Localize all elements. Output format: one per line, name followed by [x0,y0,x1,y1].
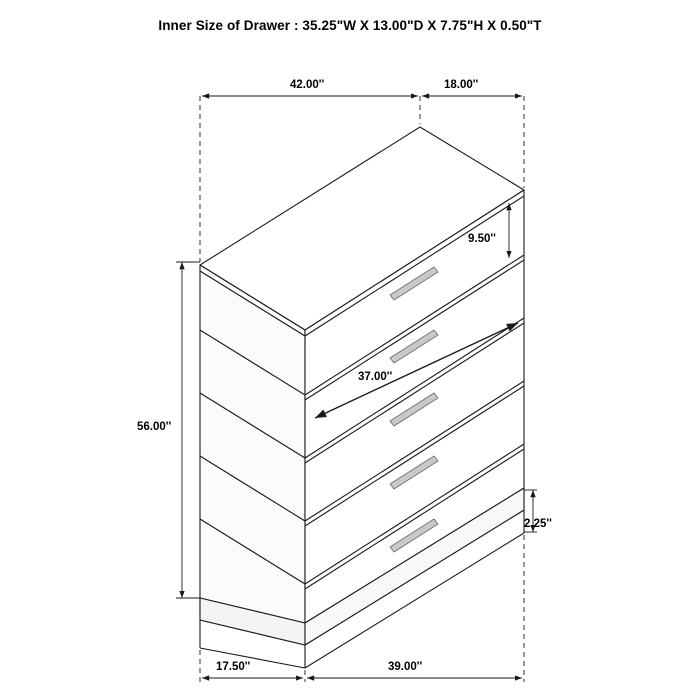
label-side-depth-upper: 9.50'' [468,233,496,245]
label-base-depth: 17.50'' [216,661,251,673]
label-top-depth: 18.00'' [444,79,479,91]
chest-body [200,127,524,645]
label-base-width: 39.00'' [388,661,423,673]
label-top-width: 42.00'' [290,79,325,91]
label-base-height: 2.25'' [524,518,552,530]
label-drawer-front-width: 37.00'' [358,371,393,383]
label-overall-height: 56.00'' [137,421,172,433]
page-title: Inner Size of Drawer : 35.25"W X 13.00"D X 7.75"H X 0.50"T [158,18,542,33]
